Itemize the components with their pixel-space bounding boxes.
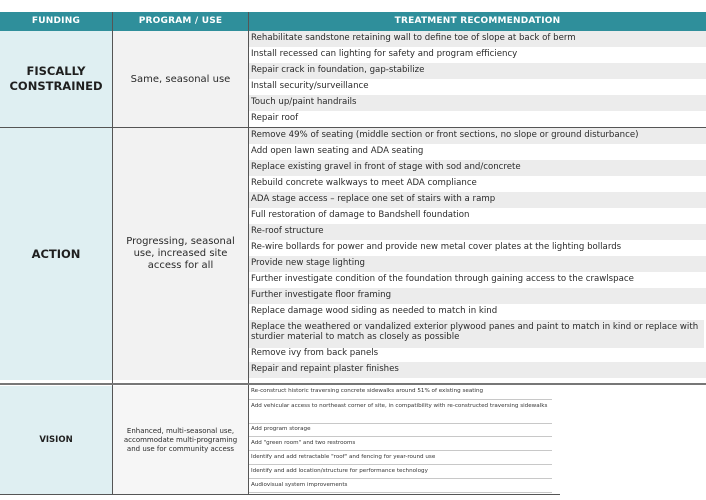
column-divider (248, 12, 249, 494)
table-bottom-border (0, 494, 560, 495)
treatment-row: Re-wire bollards for power and provide new metal cover plates at the lighting bollards (251, 242, 622, 252)
treatment-row: Touch up/paint handrails (249, 95, 706, 111)
treatment-row: Repair crack in foundation, gap-stabilize (249, 63, 706, 79)
header-program: PROGRAM / USE (113, 12, 248, 31)
treatment-row: Replace damage wood siding as needed to match in kind (251, 306, 498, 316)
treatment-row: Repair roof (251, 113, 299, 123)
program-action: Progressing, seasonal use, increased site access for all (113, 128, 248, 380)
treatment-row: Full restoration of damage to Bandshell foundation (251, 210, 470, 220)
funding-fiscally-constrained: FISCALLY CONSTRAINED (0, 31, 112, 127)
treatment-row: Add "green room" and two restrooms (249, 440, 552, 451)
program-vision: Enhanced, multi-seasonal use, accommodate multi-programing and use for community access (113, 386, 248, 494)
treatment-row: Rebuild concrete walkways to meet ADA compliance (251, 178, 477, 188)
treatment-row: Replace the weathered or vandalized exterior plywood panes and paint to match in kind or replace with sturdier material to match as closely as possible (249, 320, 704, 348)
treatment-row: Rehabilitate sandstone retaining wall to define toe of slope at back of berm (249, 31, 706, 47)
treatment-row: Identify and add location/structure for performance technology (249, 468, 552, 479)
funding-action: ACTION (0, 128, 112, 380)
treatment-row: Remove 49% of seating (middle section or front sections, no slope or ground disturbance) (249, 128, 706, 144)
treatment-row: Provide new stage lighting (249, 256, 706, 272)
treatment-row: Identify and add retractable "roof" and fencing for year-round use (249, 454, 552, 465)
treatment-row: Repair and repaint plaster finishes (249, 362, 706, 378)
treatment-row: Further investigate condition of the foundation through gaining access to the crawlspace (251, 274, 634, 284)
treatment-row: Replace existing gravel in front of stage with sod and/concrete (249, 160, 706, 176)
treatment-row: Install security/surveillance (251, 81, 369, 91)
funding-vision: VISION (0, 386, 112, 494)
treatment-row: Install recessed can lighting for safety and program efficiency (251, 49, 518, 59)
treatment-row: Remove ivy from back panels (251, 348, 379, 358)
column-divider (112, 12, 113, 494)
treatment-row: Add vehicular access to northeast corner of site, in compatibility with re-constructed traversing sidewalks (249, 403, 552, 424)
header-treatment: TREATMENT RECOMMENDATION (249, 12, 706, 31)
treatment-row: ADA stage access – replace one set of stairs with a ramp (249, 192, 706, 208)
treatment-row: Further investigate floor framing (249, 288, 706, 304)
treatment-row: Add program storage (249, 426, 552, 437)
treatment-row: Re-roof structure (249, 224, 706, 240)
treatment-row: Add open lawn seating and ADA seating (251, 146, 424, 156)
treatment-row: Audiovisual system improvements (249, 482, 552, 493)
treatment-row: Re-construct historic traversing concrete sidewalks around 51% of existing seating (249, 388, 552, 400)
header-funding: FUNDING (0, 12, 112, 31)
section-divider (0, 127, 706, 128)
section-divider (0, 383, 706, 385)
program-fiscally-constrained: Same, seasonal use (113, 31, 248, 127)
